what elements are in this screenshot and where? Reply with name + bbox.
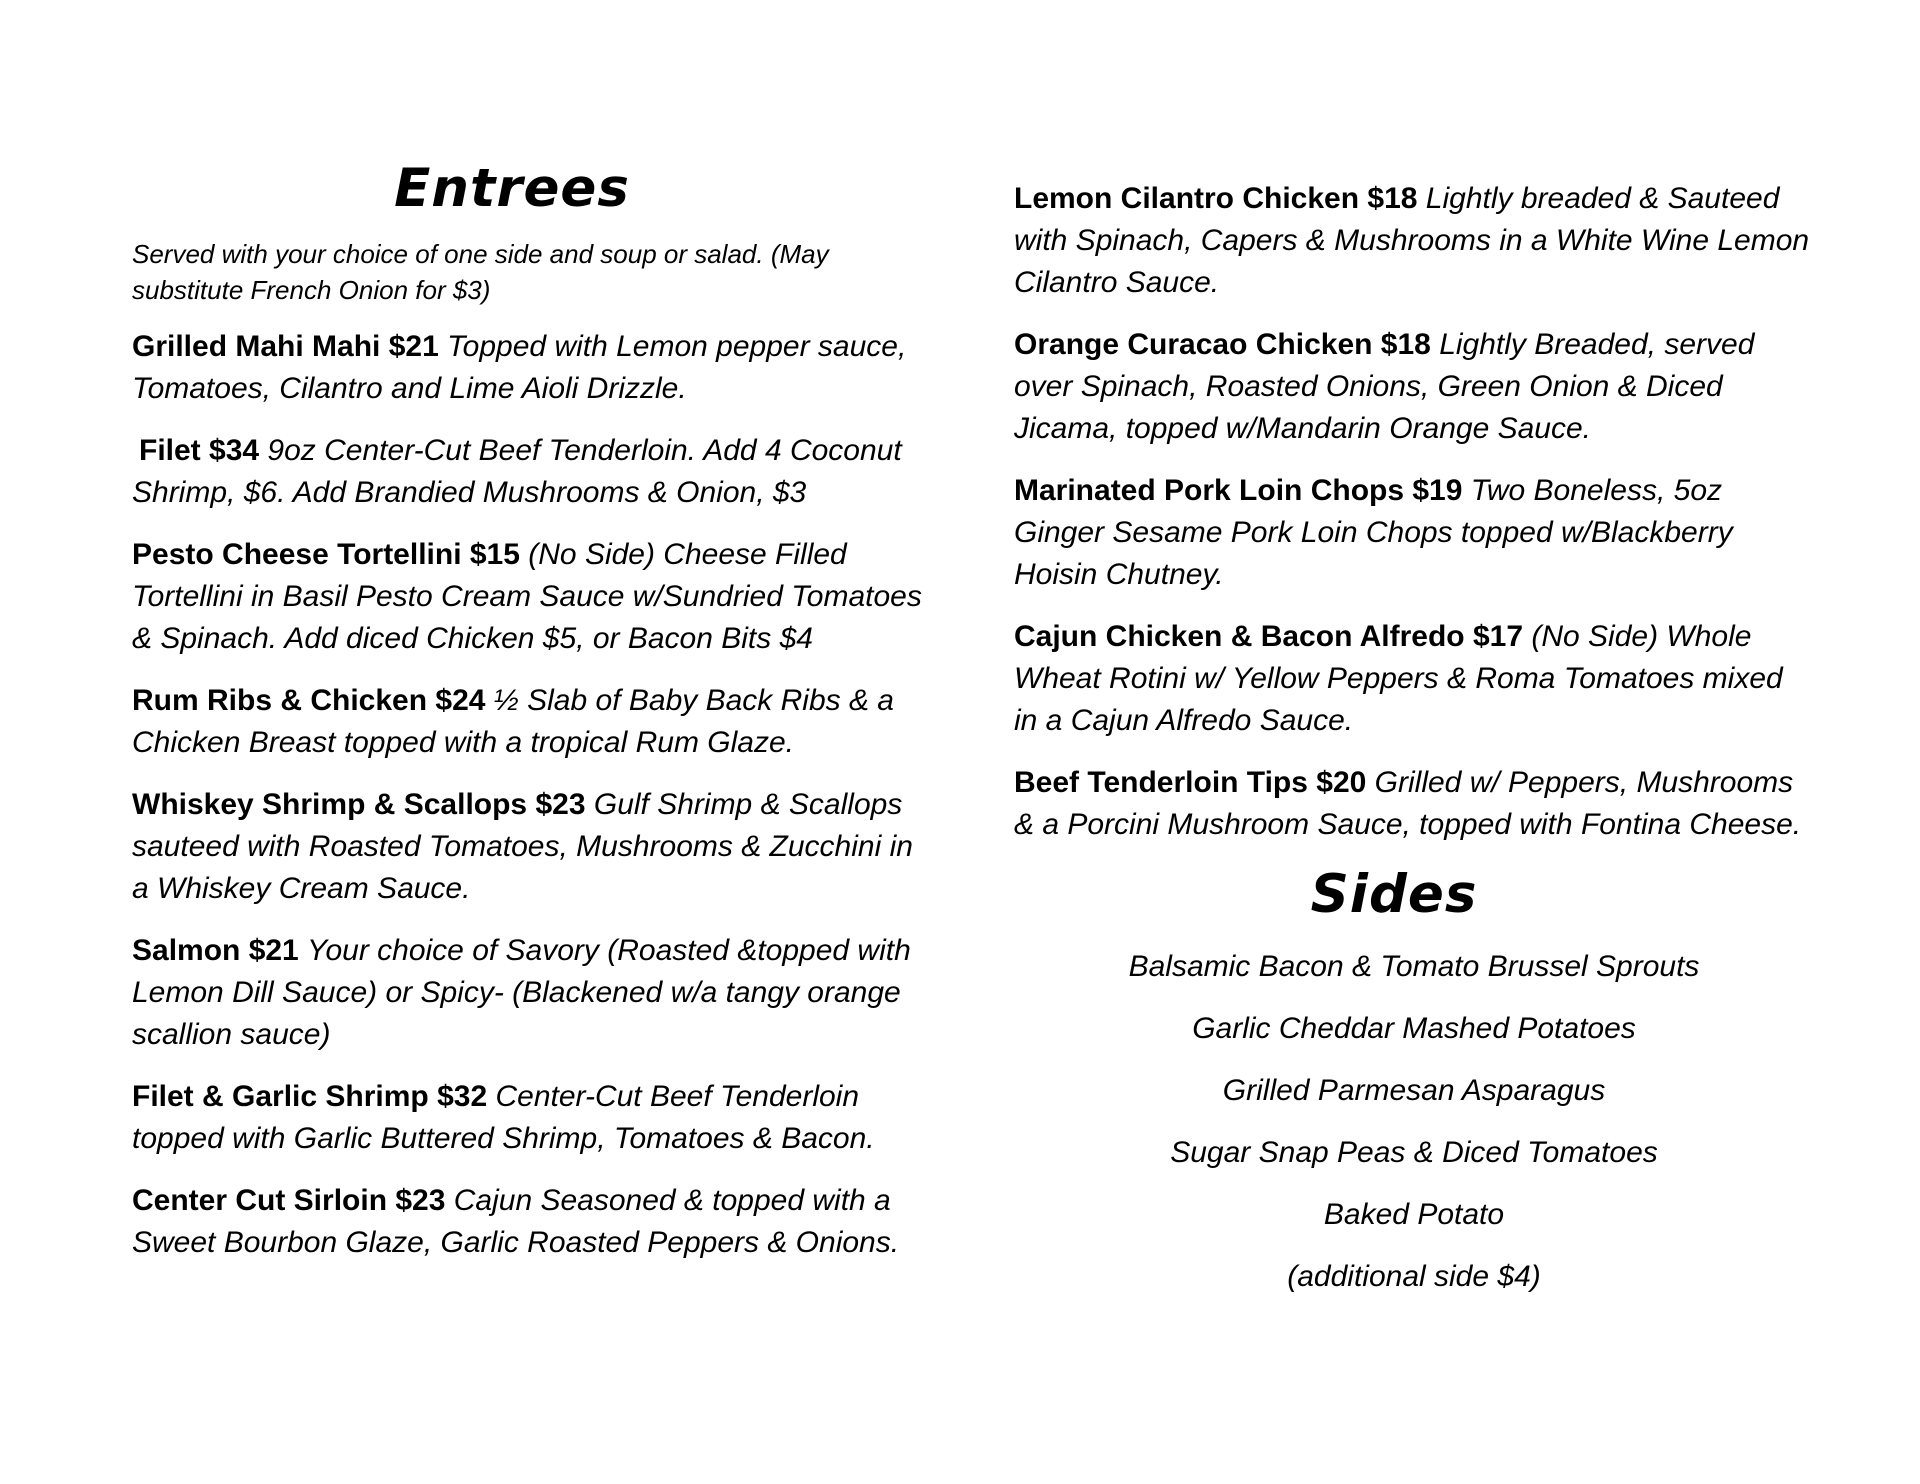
menu-item xyxy=(1014,762,1814,846)
menu-item-name: Orange Curacao Chicken $18 xyxy=(1014,328,1431,361)
menu-item-description: (No Side) Cheese Filled Tortellini in Basil Pesto Cream Sauce w/Sundried Tomatoes & Spinach. Add diced Chicken $5, or Bacon Bits $4 xyxy=(132,538,922,656)
menu-item xyxy=(132,680,932,764)
menu-item-description: Lightly Breaded, served over Spinach, Roasted Onions, Green Onion & Diced Jicama, topped w/Mandarin Orange Sauce. xyxy=(1014,328,1755,445)
menu-item-description: Cajun Seasoned & topped with a Sweet Bourbon Glaze, Garlic Roasted Peppers & Onions. xyxy=(132,1184,900,1260)
menu-item-name: Filet & Garlic Shrimp $32 xyxy=(132,1080,488,1114)
menu-item-description: Grilled w/ Peppers, Mushrooms & a Porcini Mushroom Sauce, topped with Fontina Cheese. xyxy=(1014,766,1802,841)
menu-item-description: Two Boneless, 5oz Ginger Sesame Pork Loin Chops topped w/Blackberry Hoisin Chutney. xyxy=(1014,474,1733,591)
menu-item-description: 9oz Center-Cut Beef Tenderloin. Add 4 Coconut Shrimp, $6. Add Brandied Mushrooms & Onion, $3 xyxy=(132,434,902,510)
side-item: Balsamic Bacon & Tomato Brussel Sprouts xyxy=(1128,950,1700,984)
menu-item-description: Topped with Lemon pepper sauce, Tomatoes, Cilantro and Lime Aioli Drizzle. xyxy=(132,330,907,406)
left-column xyxy=(132,160,932,1284)
menu-item-name: Whiskey Shrimp & Scallops $23 xyxy=(132,788,586,822)
menu-item xyxy=(1014,178,1814,304)
menu-item-name: Salmon $21 xyxy=(132,934,299,968)
side-item: Sugar Snap Peas & Diced Tomatoes xyxy=(1170,1136,1658,1170)
entrees-heading: Entrees xyxy=(394,158,630,219)
menu-item-name: Marinated Pork Loin Chops $19 xyxy=(1014,474,1463,507)
menu-item-description: Lightly breaded & Sauteed with Spinach, Capers & Mushrooms in a White Wine Lemon Cilantro Sauce. xyxy=(1014,182,1810,299)
menu-item xyxy=(132,534,932,660)
menu-item-name: Lemon Cilantro Chicken $18 xyxy=(1014,182,1418,215)
side-price-note: (additional side $4) xyxy=(1287,1260,1541,1294)
menu-item xyxy=(1014,324,1814,450)
entrees-subtitle: Served with your choice of one side and soup or salad. (May substitute French Onion for $3) xyxy=(132,239,829,306)
menu-item-description: Gulf Shrimp & Scallops sauteed with Roasted Tomatoes, Mushrooms & Zucchini in a Whiskey Cream Sauce. xyxy=(132,788,913,906)
menu-item-name: Grilled Mahi Mahi $21 xyxy=(132,330,439,364)
menu-item xyxy=(1014,616,1814,742)
menu-item xyxy=(132,1180,932,1264)
menu-item xyxy=(132,784,932,910)
menu-item xyxy=(132,430,932,514)
sides-section xyxy=(1014,866,1814,1298)
menu-item-name: Beef Tenderloin Tips $20 xyxy=(1014,766,1367,799)
menu-item-description: Your choice of Savory (Roasted &topped with Lemon Dill Sauce) or Spicy- (Blackened w/a tangy orange scallion sauce) xyxy=(132,934,911,1052)
menu-item xyxy=(132,1076,932,1160)
menu-item-name: Center Cut Sirloin $23 xyxy=(132,1184,446,1218)
side-item: Grilled Parmesan Asparagus xyxy=(1222,1074,1606,1108)
menu-item-name: Cajun Chicken & Bacon Alfredo $17 xyxy=(1014,620,1524,653)
menu-item-name: Rum Ribs & Chicken $24 xyxy=(132,684,486,718)
menu-item xyxy=(1014,470,1814,596)
menu-item-description: Center-Cut Beef Tenderloin topped with Garlic Buttered Shrimp, Tomatoes & Bacon. xyxy=(132,1080,875,1156)
menu-item-name: Filet $34 xyxy=(139,434,260,468)
menu-item xyxy=(132,326,932,410)
menu-item-name: Pesto Cheese Tortellini $15 xyxy=(132,538,520,572)
sides-heading: Sides xyxy=(1310,864,1478,925)
side-item: Baked Potato xyxy=(1323,1198,1505,1232)
right-column xyxy=(1014,178,1814,1318)
menu-item-description: ½ Slab of Baby Back Ribs & a Chicken Breast topped with a tropical Rum Glaze. xyxy=(132,684,894,760)
menu-item xyxy=(132,930,932,1056)
menu-item-description: (No Side) Whole Wheat Rotini w/ Yellow Peppers & Roma Tomatoes mixed in a Cajun Alfredo Sauce. xyxy=(1014,620,1783,737)
side-item: Garlic Cheddar Mashed Potatoes xyxy=(1192,1012,1636,1046)
